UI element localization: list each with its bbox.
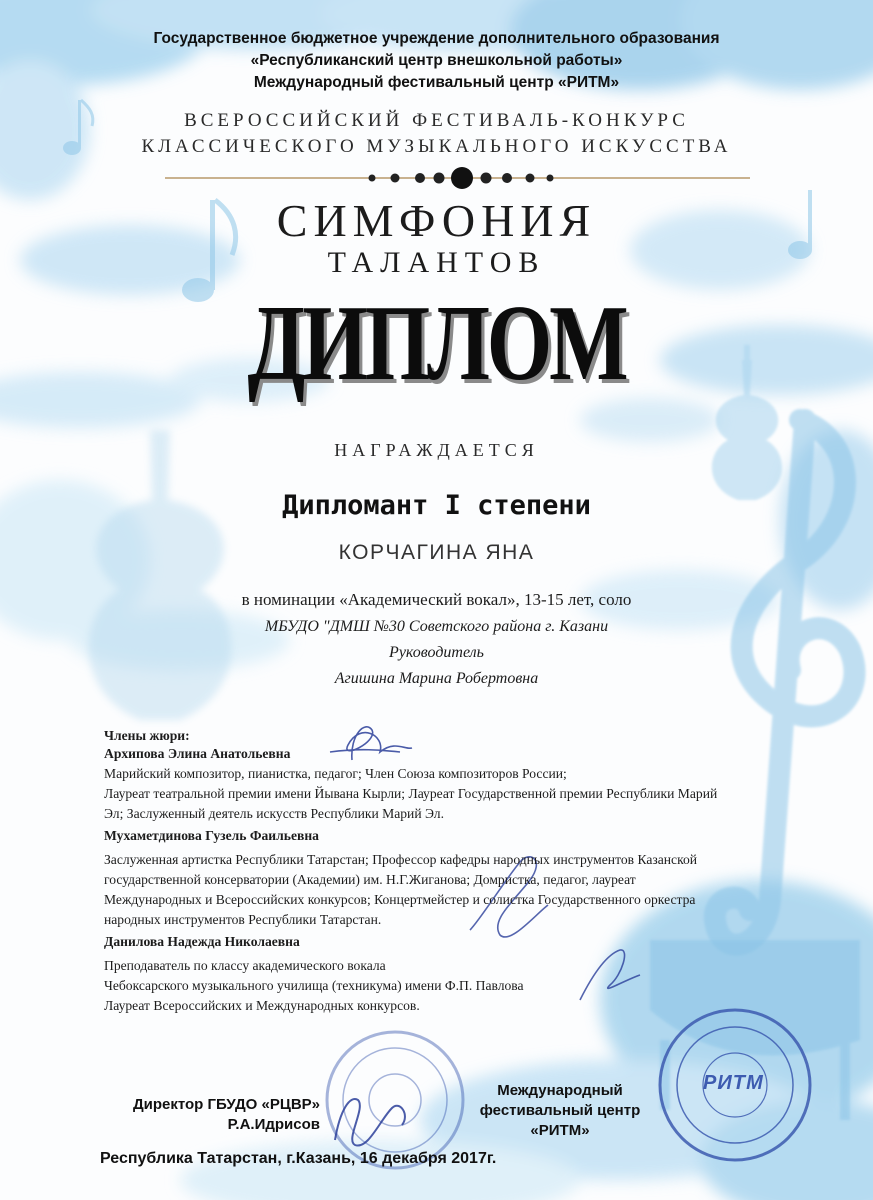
festival-subtitle-2: КЛАССИЧЕСКОГО МУЗЫКАЛЬНОГО ИСКУССТВА (141, 136, 732, 157)
stamp-right-text: РИТМ (703, 1072, 764, 1094)
jury-member-line: Преподаватель по классу академического вокала (104, 958, 386, 973)
jury-member-line: Международных и Всероссийских конкурсов; Концертмейстер и солистка Государственного оркестра (104, 892, 696, 907)
degree-title: Дипломант I степени (282, 490, 591, 521)
festival-subtitle-1: ВСЕРОССИЙСКИЙ ФЕСТИВАЛЬ-КОНКУРС (184, 110, 689, 131)
jury-heading: Члены жюри: (104, 728, 190, 743)
center-line-1: Международный (497, 1082, 623, 1099)
center-line-3: «РИТМ» (530, 1122, 590, 1139)
jury-member-line: государственной консерватории (Академии) им. Н.Г.Жиганова; Домристка, педагог, лауреат (104, 872, 636, 887)
jury-member-line: народных инструментов Республики Татарстан. (104, 912, 382, 927)
center-line-2: фестивальный центр (479, 1102, 641, 1119)
jury-signature-1 (330, 727, 412, 760)
jury-member-line: Лауреат Всероссийских и Международных конкурсов. (104, 998, 420, 1013)
org-line-2: «Республиканский центр внешкольной работы» (250, 52, 623, 69)
place-date: Республика Татарстан, г.Казань, 16 декабря 2017г. (100, 1150, 497, 1167)
nomination-text: в номинации «Академический вокал», 13-15 лет, соло (241, 590, 632, 609)
jury-member-name: Архипова Элина Анатольевна (104, 746, 291, 761)
org-line-1: Государственное бюджетное учреждение дополнительного образования (153, 30, 720, 47)
recipient-name: КОРЧАГИНА ЯНА (338, 541, 535, 564)
festival-name-line-2: ТАЛАНТОВ (327, 246, 546, 279)
awarded-label: НАГРАЖДАЕТСЯ (334, 440, 539, 460)
org-line-3: Международный фестивальный центр «РИТМ» (253, 74, 620, 91)
jury-member-line: Марийский композитор, пианистка, педагог; Член Союза композиторов России; (104, 766, 567, 781)
diploma-title: ДИПЛОМ (247, 284, 626, 403)
jury-member-line: Заслуженная артистка Республики Татарстан; Профессор кафедры народных инструментов Казанской (104, 852, 698, 867)
jury-member-name: Данилова Надежда Николаевна (104, 934, 300, 949)
festival-name-line-1: СИМФОНИЯ (276, 195, 597, 246)
school-text: МБУДО "ДМШ №30 Советского района г. Казани (264, 618, 609, 635)
leader-label: Руководитель (389, 644, 484, 661)
director-name: Р.А.Идрисов (227, 1116, 320, 1133)
jury-member-line: Чебоксарского музыкального училища (техникума) имени Ф.П. Павлова (104, 978, 524, 993)
leader-name: Агишина Марина Робертовна (334, 670, 539, 687)
title-divider (165, 167, 750, 189)
director-title: Директор ГБУДО «РЦВР» (132, 1096, 320, 1113)
jury-member-name: Мухаметдинова Гузель Фаильевна (104, 828, 319, 843)
jury-member-line: Лауреат театральной премии имени Йывана Кырли; Лауреат Государственной премии Республики Марий (104, 786, 718, 801)
jury-member-line: Эл; Заслуженный деятель искусств Республики Марий Эл. (104, 806, 444, 821)
